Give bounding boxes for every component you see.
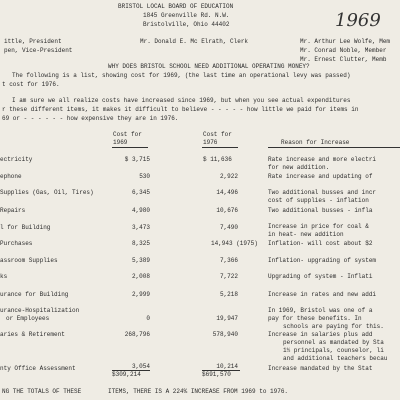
row-reason: In 1969, Bristol was one of a [268,307,373,314]
intro-line-1: The following is a list, showing cost for 1969, (the last time an operational levy was passed) [12,72,351,79]
row-item: ectricity [0,156,33,163]
officer-president: ittle, President [4,38,62,45]
row-reason: Increase mandated by the Stat [268,365,373,372]
row-cost-1976: 7,366 [219,257,238,264]
row-reason: cost of supplies - inflation [268,197,369,204]
row-cost-1969: 268,796 [124,331,150,338]
row-cost-1976: 7,490 [219,224,238,231]
row-item: urance-Hospitalization [0,307,80,314]
row-reason: Upgrading of system - Inflati [268,273,373,280]
intro-question: WHY DOES BRISTOL SCHOOL NEED ADDITIONAL OPERATING MONEY? [108,63,310,70]
row-cost-1976: 14,943 (1975) [211,240,258,247]
officer-member-2: Mr. Conrad Noble, Member [300,47,387,54]
total-1969: $309,214 [112,371,141,378]
officer-member-3: Mr. Ernest Clutter, Memb [300,56,387,63]
row-reason: Two additional busses - infla [268,207,373,214]
row-cost-1969: 3,473 [131,224,150,231]
row-item: Repairs [0,207,26,214]
intro-line-2: t cost for 1976. [2,81,60,88]
officer-vice-president: pen, Vice-President [4,47,73,54]
row-cost-1976: 5,218 [219,291,238,298]
row-reason: Increase in rates and new addi [268,291,377,298]
row-item-cont: or Employees [6,315,50,322]
org-city: Bristolville, Ohio 44402 [143,21,230,28]
row-cost-1976: 578,940 [212,331,238,338]
row-reason: Increase in price for coal & [268,223,369,230]
row-item: Purchases [0,240,33,247]
row-reason: Rate increase and more electri [268,156,377,163]
row-reason: Inflation- upgrading of system [268,257,377,264]
org-address: 1845 Greenville Rd. N.W. [143,12,230,19]
footer-right: ITEMS, THERE IS A 224% INCREASE FROM 1969 to 1976. [108,388,289,395]
row-cost-1969: 0 [146,315,150,322]
row-cost-1969: $ 3,715 [124,156,150,163]
row-cost-1976: 19,947 [216,315,238,322]
row-cost-1969: 3,054 [131,363,150,370]
col-1969-header-b: 1969 [113,139,128,146]
row-cost-1976: $ 11,636 [203,156,232,163]
row-item: l for Building [0,224,51,231]
row-item: ks [0,273,8,280]
handwritten-year: 1969 [335,10,381,31]
row-reason: pay for these benefits. In [268,315,362,322]
col-1976-header-a: Cost for [203,131,232,138]
row-reason: schools are paying for this. [283,323,384,330]
row-cost-1969: 2,999 [131,291,150,298]
row-cost-1969: 6,345 [131,189,150,196]
row-reason: personnel as mandated by Sta [283,339,384,346]
row-cost-1976: 14,496 [216,189,238,196]
row-item: aries & Retirement [0,331,65,338]
col-1969-header-a: Cost for [113,131,142,138]
row-cost-1969: 2,008 [131,273,150,280]
row-reason: Inflation- will cost about $2 [268,240,373,247]
row-cost-1969: 4,980 [131,207,150,214]
footer-left: NG THE TOTALS OF THESE [2,388,82,395]
intro-line-4: r these different items, it makes it difficult to believe - - - - - how little we paid for items in [2,106,359,113]
intro-line-5: 69 or - - - - - - how expensive they are in 1976. [2,115,179,122]
row-reason: in heat- new addition [268,231,344,238]
row-item: nty Office Assessment [0,365,76,372]
row-item: urance for Building [0,291,69,298]
row-reason: Rate increase and updating of [268,173,373,180]
row-cost-1969: 530 [139,173,150,180]
row-reason: 1½ principals, counselor, li [283,347,384,354]
row-reason: Two additional busses and incr [268,189,377,196]
row-item: assroom Supplies [0,257,58,264]
row-cost-1969: 8,325 [131,240,150,247]
row-reason: and additional teachers becau [283,355,388,362]
row-cost-1969: 5,389 [131,257,150,264]
col-1976-underline [202,147,238,148]
col-reason-underline [268,147,400,148]
row-item: Supplies (Gas, Oil, Tires) [0,189,94,196]
total-1976: $691,570 [202,371,231,378]
intro-line-3: I am sure we all realize costs have increased since 1969, but when you see actual expenditures [12,97,351,104]
row-cost-1976: 2,922 [219,173,238,180]
col-1976-header-b: 1976 [203,139,218,146]
col-reason-header: Reason for Increase [281,139,350,146]
row-reason: for new addition. [268,164,330,171]
officer-member-1: Mr. Arthur Lee Wolfe, Mem [300,38,391,45]
org-name: BRISTOL LOCAL BOARD OF EDUCATION [118,3,234,10]
col-1969-underline [112,147,148,148]
clerk-name: Mr. Donald E. Mc Elrath, Clerk [140,38,249,45]
row-item: ephone [0,173,22,180]
row-cost-1976: 10,676 [216,207,238,214]
row-cost-1976: 7,722 [219,273,238,280]
row-reason: Increase in salaries plus add [268,331,373,338]
row-cost-1976: 10,214 [216,363,238,370]
